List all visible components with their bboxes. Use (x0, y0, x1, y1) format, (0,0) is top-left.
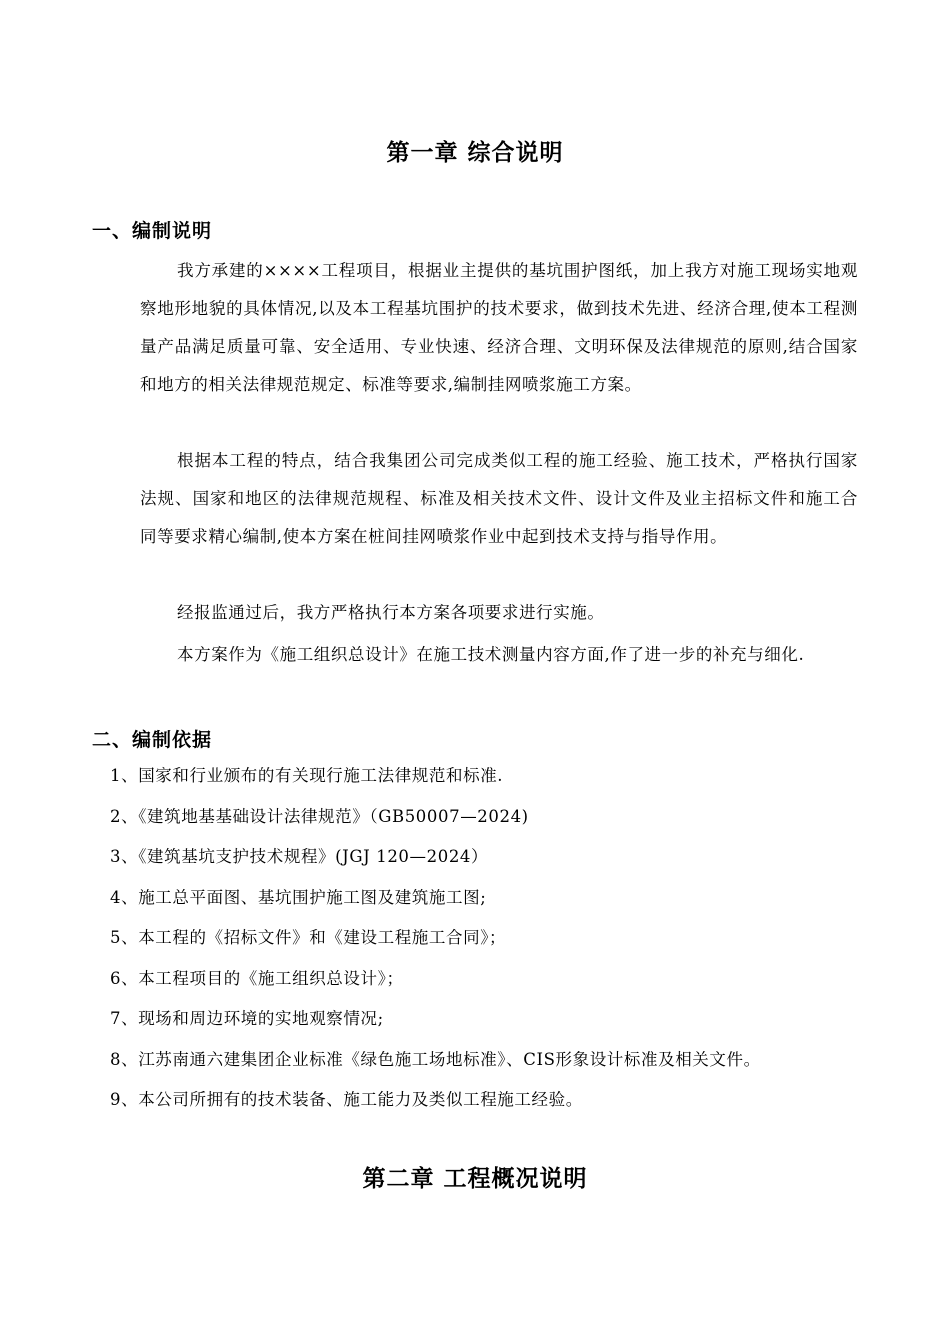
list-item: 7、现场和周边环境的实地观察情况; (110, 1009, 384, 1028)
list-item: 9、本公司所拥有的技术装备、施工能力及类似工程施工经验。 (110, 1090, 583, 1109)
paragraph-4: 本方案作为《施工组织总设计》在施工技术测量内容方面,作了进一步的补充与细化. (177, 645, 805, 664)
list-item: 1、国家和行业颁布的有关现行施工法律规范和标准. (110, 766, 504, 785)
chapter-2-title: 第二章 工程概况说明 (362, 1166, 588, 1192)
list-item: 4、施工总平面图、基坑围护施工图及建筑施工图; (110, 887, 487, 907)
chapter-1-title: 第一章 综合说明 (386, 140, 564, 166)
paragraph-1: 我方承建的××××工程项目，根据业主提供的基坑围护图纸，加上我方对施工现场实地观察地形地貌的具体情况,以及本工程基坑围护的技术要求，做到技术先进、经济合理,使本工程测量产品满足质量可靠、安全适用、专业快速、经济合理、文明环保及法律规范的原则,结合国家和地方的相关法律规范规定、标准等要求,编制挂网喷浆施工方案。 (140, 261, 858, 394)
paragraph-3: 经报监通过后，我方严格执行本方案各项要求进行实施。 (177, 603, 605, 622)
list-item: 8、江苏南通六建集团企业标准《绿色施工场地标准》、CIS形象设计标准及相关文件。 (110, 1049, 761, 1069)
section-1-heading: 一、编制说明 (92, 220, 213, 242)
list-item: 2、《建筑地基基础设计法律规范》（GB50007—2024) (110, 806, 529, 826)
list-item: 3、《建筑基坑支护技术规程》(JGJ 120—2024） (110, 847, 489, 866)
basis-list (110, 762, 761, 1127)
section-2-heading: 二、编制依据 (92, 729, 213, 751)
list-item: 5、本工程的《招标文件》和《建设工程施工合同》； (110, 928, 507, 947)
paragraph-2: 根据本工程的特点，结合我集团公司完成类似工程的施工经验、施工技术，严格执行国家法规、国家和地区的法律规范规程、标准及相关技术文件、设计文件及业主招标文件和施工合同等要求精心编制,使本方案在桩间挂网喷浆作业中起到技术支持与指导作用。 (140, 451, 858, 546)
list-item: 6、本工程项目的《施工组织总设计》； (110, 968, 404, 988)
